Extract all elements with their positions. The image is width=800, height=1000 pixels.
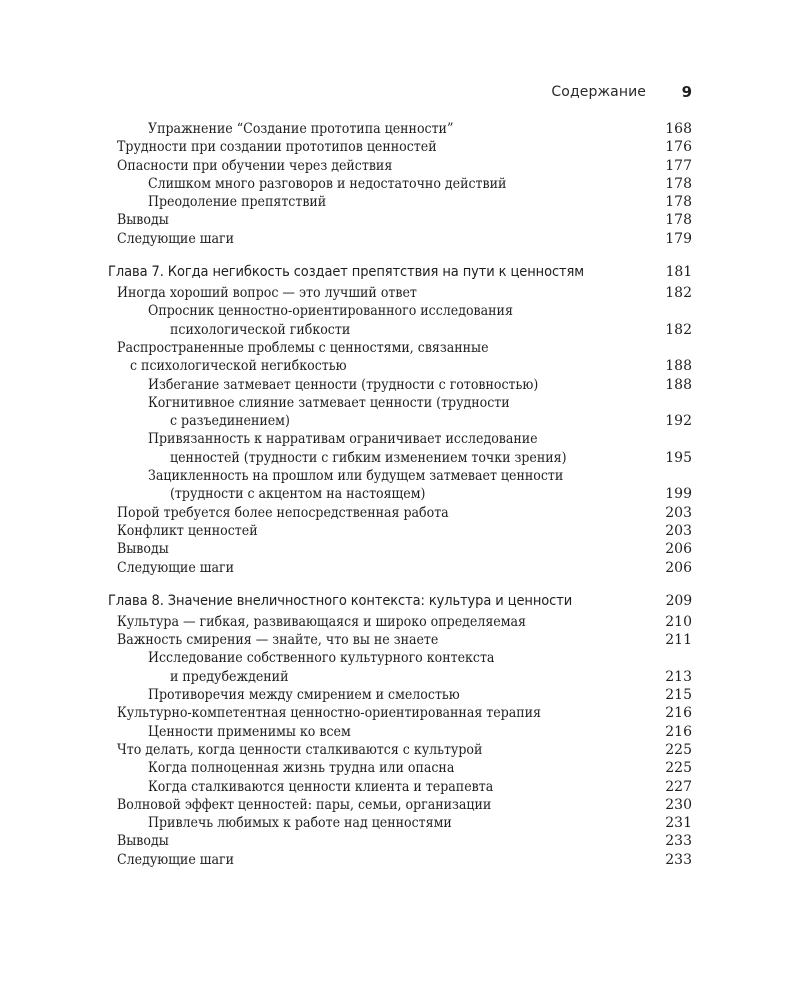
entry-page-number: 227 — [665, 778, 692, 795]
entry-page-number: 178 — [665, 194, 692, 211]
toc-entry — [108, 631, 692, 649]
entry-page-number: 215 — [665, 687, 692, 704]
entry-title: Преодоление препятствий — [148, 194, 327, 211]
entry-title-continued: психологической гибкости — [170, 321, 351, 338]
entry-page-number: 203 — [665, 504, 692, 521]
entry-title-continued: ценностей (трудности с гибким изменением точки зрения) — [170, 449, 567, 466]
entry-page-number: 233 — [665, 851, 692, 868]
entry-title: Противоречия между смирением и смелостью — [148, 687, 460, 704]
entry-page-number: 216 — [665, 705, 692, 722]
entry-title: Распространенные проблемы с ценностями, связанные — [117, 339, 489, 356]
entry-title: Когда сталкиваются ценности клиента и терапевта — [148, 778, 494, 795]
entry-title: Что делать, когда ценности сталкиваются с культурой — [117, 741, 483, 758]
chapter-page-number: 209 — [665, 592, 692, 609]
entry-page-number: 216 — [665, 723, 692, 740]
toc-subentry — [108, 649, 692, 686]
entry-title-continued: с психологической негибкостью — [130, 358, 347, 375]
entry-page-number: 206 — [665, 559, 692, 576]
entry-page-number: 225 — [665, 741, 692, 758]
entry-page-number: 182 — [665, 321, 692, 338]
entry-title: Упражнение “Создание прототипа ценности” — [148, 121, 454, 137]
toc-entry — [108, 540, 692, 558]
entry-title: Выводы — [117, 541, 169, 558]
toc-entry — [108, 613, 692, 631]
chapter-title: Глава 7. Когда негибкость создает препятствия на пути к ценностям — [108, 264, 585, 281]
entry-page-number: 192 — [665, 413, 692, 430]
toc-entry — [108, 796, 692, 814]
entry-title: Выводы — [117, 212, 169, 229]
entry-title: Порой требуется более непосредственная работа — [117, 504, 449, 521]
page-number: 9 — [681, 83, 692, 101]
entry-title: Ценности применимы ко всем — [148, 723, 351, 740]
entry-page-number: 188 — [665, 376, 692, 393]
toc-entry — [108, 211, 692, 229]
entry-page-number: 230 — [665, 796, 692, 813]
toc-entry — [108, 339, 692, 376]
entry-title: Привлечь любимых к работе над ценностями — [148, 815, 452, 832]
entry-page-number: 203 — [665, 522, 692, 539]
entry-title: Трудности при создании прототипов ценностей — [117, 139, 437, 156]
entry-title: Зацикленность на прошлом или будущем затмевает ценности — [148, 468, 564, 485]
entry-page-number: 177 — [665, 157, 692, 174]
running-head-title: Содержание — [551, 84, 646, 100]
entry-title: Опасности при обучении через действия — [117, 157, 393, 174]
entry-page-number: 231 — [665, 815, 692, 832]
entry-page-number: 179 — [665, 230, 692, 247]
toc-subentry — [108, 467, 692, 504]
toc-subentry — [108, 686, 692, 704]
entry-title: Следующие шаги — [117, 230, 234, 247]
chapter-page-number: 181 — [665, 264, 692, 281]
entry-title: Следующие шаги — [117, 851, 234, 868]
entry-page-number: 188 — [665, 358, 692, 375]
table-of-contents — [108, 120, 692, 869]
chapter-heading — [108, 592, 692, 610]
entry-title: Когда полноценная жизнь трудна или опасна — [148, 760, 455, 777]
entry-title: Привязанность к нарративам ограничивает исследование — [148, 431, 538, 448]
toc-entry — [108, 157, 692, 175]
entry-title: Важность смирения — знайте, что вы не знаете — [117, 632, 439, 649]
entry-title: Когнитивное слияние затмевает ценности (трудности — [148, 394, 510, 411]
entry-title-continued: с разъединением) — [170, 413, 290, 430]
entry-page-number: 168 — [665, 121, 692, 137]
toc-subentry — [108, 759, 692, 777]
toc-subentry — [108, 430, 692, 467]
entry-title: Культура — гибкая, развивающаяся и широко определяемая — [117, 613, 527, 630]
entry-title: Волновой эффект ценностей: пары, семьи, организации — [117, 796, 492, 813]
entry-title-continued: (трудности с акцентом на настоящем) — [170, 486, 426, 503]
toc-entry — [108, 230, 692, 248]
toc-entry — [108, 504, 692, 522]
toc-subentry — [108, 193, 692, 211]
entry-title: Следующие шаги — [117, 559, 234, 576]
entry-title: Культурно-компетентная ценностно-ориентированная терапия — [117, 705, 541, 722]
entry-title: Исследование собственного культурного контекста — [148, 650, 495, 667]
toc-entry — [108, 704, 692, 722]
toc-entry — [108, 522, 692, 540]
toc-subentry — [108, 376, 692, 394]
entry-title: Избегание затмевает ценности (трудности с готовностью) — [148, 376, 539, 393]
entry-page-number: 210 — [665, 613, 692, 630]
entry-title-continued: и предубеждений — [170, 668, 289, 685]
toc-subentry — [108, 778, 692, 796]
toc-subentry — [108, 120, 692, 138]
entry-page-number: 178 — [665, 212, 692, 229]
toc-subentry — [108, 175, 692, 193]
entry-page-number: 211 — [665, 632, 692, 649]
running-head — [108, 84, 692, 104]
toc-entry — [108, 559, 692, 577]
entry-page-number: 206 — [665, 541, 692, 558]
toc-entry — [108, 741, 692, 759]
toc-subentry — [108, 723, 692, 741]
chapter-title: Глава 8. Значение внеличностного контекста: культура и ценности — [108, 592, 573, 609]
entry-page-number: 195 — [665, 449, 692, 466]
entry-title: Конфликт ценностей — [117, 522, 258, 539]
toc-subentry — [108, 814, 692, 832]
entry-page-number: 178 — [665, 175, 692, 192]
chapter-heading — [108, 263, 692, 281]
entry-title: Слишком много разговоров и недостаточно действий — [148, 175, 507, 192]
entry-page-number: 225 — [665, 760, 692, 777]
toc-entry — [108, 138, 692, 156]
entry-page-number: 233 — [665, 833, 692, 850]
entry-page-number: 176 — [665, 139, 692, 156]
toc-entry — [108, 832, 692, 850]
toc-subentry — [108, 302, 692, 339]
entry-title: Иногда хороший вопрос — это лучший ответ — [117, 285, 417, 302]
entry-title: Выводы — [117, 833, 169, 850]
entry-page-number: 213 — [665, 668, 692, 685]
toc-entry — [108, 284, 692, 302]
toc-subentry — [108, 394, 692, 431]
entry-page-number: 199 — [665, 486, 692, 503]
entry-title: Опросник ценностно-ориентированного исследования — [148, 303, 513, 320]
entry-page-number: 182 — [665, 285, 692, 302]
toc-entry — [108, 851, 692, 869]
